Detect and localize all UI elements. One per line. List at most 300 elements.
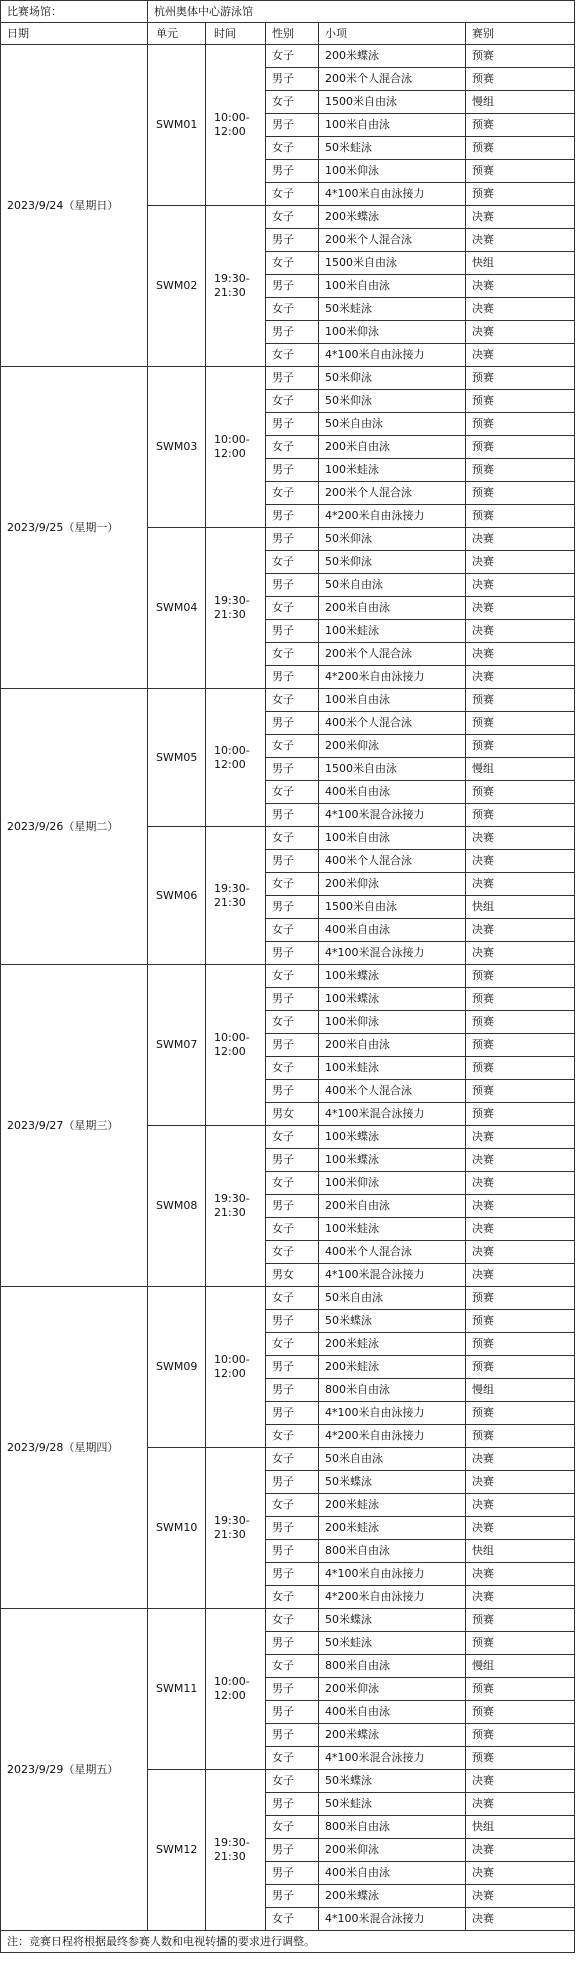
category-cell: 快组 [466,1540,575,1563]
category-cell: 决赛 [466,1839,575,1862]
event-cell: 200米仰泳 [319,735,466,758]
category-cell: 预赛 [466,1034,575,1057]
category-cell: 决赛 [466,1770,575,1793]
header-time: 时间 [206,23,266,45]
event-cell: 100米蛙泳 [319,620,466,643]
time-cell [206,827,266,965]
gender-cell: 女子 [266,1816,319,1839]
category-cell: 预赛 [466,1356,575,1379]
time-end: 21:30 [214,1206,246,1219]
time-end: 12:00 [214,1689,246,1702]
unit-cell: SWM01 [148,45,206,206]
event-cell: 4*100米自由泳接力 [319,1563,466,1586]
event-cell: 4*200米自由泳接力 [319,505,466,528]
time-end: 21:30 [214,1528,246,1541]
unit-cell: SWM05 [148,689,206,827]
event-cell: 4*100米自由泳接力 [319,183,466,206]
time-end: 12:00 [214,447,246,460]
time-start: 19:30- [214,1514,250,1527]
event-cell: 400米个人混合泳 [319,1080,466,1103]
event-cell: 400米个人混合泳 [319,850,466,873]
event-cell: 100米蛙泳 [319,459,466,482]
event-cell: 50米蛙泳 [319,1793,466,1816]
unit-cell: SWM11 [148,1609,206,1770]
gender-cell: 女子 [266,827,319,850]
date-cell: 2023/9/29（星期五） [1,1609,148,1931]
event-cell: 400米自由泳 [319,919,466,942]
gender-cell: 男子 [266,574,319,597]
gender-cell: 女子 [266,551,319,574]
category-cell: 决赛 [466,942,575,965]
event-cell: 200米蛙泳 [319,1356,466,1379]
gender-cell: 男子 [266,1195,319,1218]
event-cell: 1500米自由泳 [319,91,466,114]
time-start: 10:00- [214,743,250,757]
event-cell: 200米自由泳 [319,597,466,620]
time-cell [206,689,266,827]
category-cell: 决赛 [466,1862,575,1885]
gender-cell: 女子 [266,1333,319,1356]
category-cell: 决赛 [466,321,575,344]
gender-cell: 男子 [266,505,319,528]
event-cell: 400米自由泳 [319,1701,466,1724]
category-cell: 决赛 [466,1908,575,1931]
gender-cell: 男子 [266,367,319,390]
event-cell: 100米自由泳 [319,114,466,137]
time-cell [206,965,266,1126]
gender-cell: 女子 [266,1126,319,1149]
category-cell: 预赛 [466,1701,575,1724]
event-cell: 200米蛙泳 [319,1333,466,1356]
time-cell [206,1770,266,1931]
category-cell: 快组 [466,896,575,919]
gender-cell: 女子 [266,482,319,505]
event-cell: 4*100米混合泳接力 [319,804,466,827]
header-event: 小项 [319,23,466,45]
category-cell: 决赛 [466,528,575,551]
gender-cell: 男子 [266,1793,319,1816]
event-cell: 800米自由泳 [319,1379,466,1402]
event-cell: 50米蛙泳 [319,1632,466,1655]
event-cell: 4*100米混合泳接力 [319,1908,466,1931]
event-cell: 800米自由泳 [319,1655,466,1678]
event-cell: 100米自由泳 [319,275,466,298]
event-cell: 200米蝶泳 [319,206,466,229]
event-cell: 100米蝶泳 [319,1149,466,1172]
category-cell: 决赛 [466,574,575,597]
gender-cell: 女子 [266,1011,319,1034]
header-category: 赛别 [466,23,575,45]
event-cell: 1500米自由泳 [319,896,466,919]
category-cell: 慢组 [466,1655,575,1678]
category-cell: 预赛 [466,1632,575,1655]
event-cell: 4*100米混合泳接力 [319,1264,466,1287]
event-cell: 100米仰泳 [319,160,466,183]
gender-cell: 女子 [266,643,319,666]
category-cell: 决赛 [466,1149,575,1172]
gender-cell: 男子 [266,1034,319,1057]
time-end: 21:30 [214,1850,246,1863]
gender-cell: 男子 [266,1632,319,1655]
gender-cell: 女子 [266,1172,319,1195]
event-cell: 50米自由泳 [319,1448,466,1471]
category-cell: 预赛 [466,988,575,1011]
time-start: 19:30- [214,272,250,285]
gender-cell: 女子 [266,1770,319,1793]
time-cell [206,45,266,206]
gender-cell: 男子 [266,1471,319,1494]
time-end: 21:30 [214,608,246,621]
event-cell: 200米蝶泳 [319,1724,466,1747]
date-cell: 2023/9/28（星期四） [1,1287,148,1609]
event-cell: 4*100米自由泳接力 [319,1402,466,1425]
time-start: 10:00- [214,1353,250,1366]
category-cell: 决赛 [466,1195,575,1218]
event-cell: 50米仰泳 [319,528,466,551]
category-cell: 预赛 [466,45,575,68]
category-cell: 决赛 [466,1793,575,1816]
unit-cell: SWM07 [148,965,206,1126]
gender-cell: 男子 [266,1701,319,1724]
category-cell: 预赛 [466,1310,575,1333]
event-cell: 200米仰泳 [319,873,466,896]
gender-cell: 女子 [266,344,319,367]
category-cell: 慢组 [466,1379,575,1402]
event-cell: 200米个人混合泳 [319,68,466,91]
time-start: 10:00- [214,433,250,446]
gender-cell: 女子 [266,965,319,988]
time-end: 21:30 [214,286,246,299]
category-cell: 预赛 [466,1057,575,1080]
gender-cell: 女子 [266,1448,319,1471]
gender-cell: 男子 [266,321,319,344]
gender-cell: 女子 [266,689,319,712]
event-cell: 100米蝶泳 [319,965,466,988]
event-cell: 50米蝶泳 [319,1310,466,1333]
schedule-note: 注：竞赛日程将根据最终参赛人数和电视转播的要求进行调整。 [1,1931,575,1953]
gender-cell: 男子 [266,68,319,91]
gender-cell: 女子 [266,45,319,68]
event-cell: 200米自由泳 [319,436,466,459]
event-cell: 1500米自由泳 [319,758,466,781]
gender-cell: 男子 [266,1885,319,1908]
venue-row [1,1,575,23]
gender-cell: 女子 [266,1218,319,1241]
category-cell: 预赛 [466,1402,575,1425]
gender-cell: 男子 [266,1356,319,1379]
table-row [1,965,575,988]
event-cell: 100米仰泳 [319,1172,466,1195]
category-cell: 预赛 [466,1011,575,1034]
gender-cell: 男子 [266,1540,319,1563]
unit-cell: SWM08 [148,1126,206,1287]
event-cell: 50米蝶泳 [319,1770,466,1793]
event-cell: 50米自由泳 [319,1287,466,1310]
event-cell: 200米蝶泳 [319,1885,466,1908]
category-cell: 预赛 [466,1333,575,1356]
unit-cell: SWM03 [148,367,206,528]
event-cell: 400米个人混合泳 [319,1241,466,1264]
gender-cell: 女子 [266,1241,319,1264]
gender-cell: 男子 [266,229,319,252]
category-cell: 预赛 [466,390,575,413]
column-header-row [1,23,575,45]
event-cell: 200米个人混合泳 [319,482,466,505]
event-cell: 50米仰泳 [319,367,466,390]
event-cell: 4*100米自由泳接力 [319,344,466,367]
event-cell: 50米自由泳 [319,413,466,436]
table-row [1,1287,575,1310]
category-cell: 预赛 [466,482,575,505]
category-cell: 预赛 [466,505,575,528]
event-cell: 100米自由泳 [319,689,466,712]
gender-cell: 男子 [266,896,319,919]
event-cell: 50米蛙泳 [319,298,466,321]
time-start: 19:30- [214,594,250,607]
time-start: 19:30- [214,1836,250,1849]
time-cell [206,1448,266,1609]
category-cell: 决赛 [466,275,575,298]
category-cell: 决赛 [466,1218,575,1241]
category-cell: 预赛 [466,413,575,436]
gender-cell: 男子 [266,459,319,482]
category-cell: 快组 [466,1816,575,1839]
unit-cell: SWM09 [148,1287,206,1448]
gender-cell: 男子 [266,988,319,1011]
event-cell: 100米仰泳 [319,321,466,344]
category-cell: 决赛 [466,1172,575,1195]
time-start: 19:30- [214,881,250,895]
category-cell: 预赛 [466,183,575,206]
gender-cell: 男子 [266,758,319,781]
date-cell: 2023/9/27（星期三） [1,965,148,1287]
category-cell: 预赛 [466,1747,575,1770]
gender-cell: 女子 [266,206,319,229]
event-cell: 50米自由泳 [319,574,466,597]
category-cell: 预赛 [466,1678,575,1701]
category-cell: 预赛 [466,1724,575,1747]
category-cell: 决赛 [466,873,575,896]
event-cell: 1500米自由泳 [319,252,466,275]
time-start: 10:00- [214,1675,250,1688]
category-cell: 预赛 [466,436,575,459]
category-cell: 决赛 [466,1241,575,1264]
gender-cell: 女子 [266,735,319,758]
header-gender: 性别 [266,23,319,45]
event-cell: 4*200米自由泳接力 [319,1425,466,1448]
time-end: 12:00 [214,1367,246,1380]
header-date: 日期 [1,23,148,45]
table-row [1,45,575,68]
event-cell: 200米个人混合泳 [319,643,466,666]
gender-cell: 男子 [266,275,319,298]
gender-cell: 女子 [266,1425,319,1448]
category-cell: 预赛 [466,367,575,390]
date-cell: 2023/9/25（星期一） [1,367,148,689]
gender-cell: 男子 [266,1379,319,1402]
table-row [1,689,575,712]
gender-cell: 女子 [266,1494,319,1517]
category-cell: 决赛 [466,206,575,229]
event-cell: 4*200米自由泳接力 [319,666,466,689]
category-cell: 决赛 [466,1448,575,1471]
gender-cell: 男子 [266,528,319,551]
gender-cell: 女子 [266,1586,319,1609]
unit-cell: SWM10 [148,1448,206,1609]
time-end: 12:00 [214,125,246,138]
category-cell: 决赛 [466,344,575,367]
gender-cell: 男子 [266,413,319,436]
category-cell: 预赛 [466,1080,575,1103]
unit-cell: SWM04 [148,528,206,689]
gender-cell: 男子 [266,160,319,183]
gender-cell: 男子 [266,1149,319,1172]
category-cell: 决赛 [466,666,575,689]
unit-cell: SWM12 [148,1770,206,1931]
event-cell: 100米蝶泳 [319,1126,466,1149]
venue-name: 杭州奥体中心游泳馆 [148,1,575,23]
note-row [1,1931,575,1953]
gender-cell: 男子 [266,804,319,827]
gender-cell: 男子 [266,1310,319,1333]
category-cell: 预赛 [466,68,575,91]
venue-label: 比赛场馆： [1,1,148,23]
gender-cell: 男女 [266,1103,319,1126]
event-cell: 4*100米混合泳接力 [319,1103,466,1126]
category-cell: 决赛 [466,1126,575,1149]
gender-cell: 女子 [266,91,319,114]
gender-cell: 女子 [266,1747,319,1770]
gender-cell: 女子 [266,1609,319,1632]
time-cell [206,206,266,367]
gender-cell: 女子 [266,597,319,620]
category-cell: 预赛 [466,965,575,988]
time-cell [206,1287,266,1448]
gender-cell: 男子 [266,1517,319,1540]
event-cell: 800米自由泳 [319,1816,466,1839]
gender-cell: 男子 [266,712,319,735]
event-cell: 200米蝶泳 [319,45,466,68]
header-unit: 单元 [148,23,206,45]
category-cell: 决赛 [466,551,575,574]
gender-cell: 男子 [266,1678,319,1701]
gender-cell: 男子 [266,114,319,137]
category-cell: 决赛 [466,1885,575,1908]
category-cell: 决赛 [466,643,575,666]
gender-cell: 女子 [266,1655,319,1678]
gender-cell: 女子 [266,252,319,275]
gender-cell: 女子 [266,1908,319,1931]
category-cell: 决赛 [466,919,575,942]
gender-cell: 男子 [266,1862,319,1885]
event-cell: 200米自由泳 [319,1195,466,1218]
category-cell: 预赛 [466,1609,575,1632]
gender-cell: 女子 [266,436,319,459]
event-cell: 50米仰泳 [319,551,466,574]
category-cell: 慢组 [466,91,575,114]
event-cell: 400米自由泳 [319,1862,466,1885]
unit-cell: SWM06 [148,827,206,965]
gender-cell: 女子 [266,137,319,160]
event-cell: 100米蛙泳 [319,1218,466,1241]
gender-cell: 男子 [266,620,319,643]
category-cell: 决赛 [466,1563,575,1586]
category-cell: 预赛 [466,1103,575,1126]
time-end: 21:30 [214,895,246,909]
category-cell: 预赛 [466,804,575,827]
gender-cell: 女子 [266,1287,319,1310]
category-cell: 预赛 [466,114,575,137]
gender-cell: 女子 [266,873,319,896]
event-cell: 4*200米自由泳接力 [319,1586,466,1609]
gender-cell: 男子 [266,1402,319,1425]
table-row [1,1609,575,1632]
gender-cell: 女子 [266,298,319,321]
event-cell: 200米仰泳 [319,1678,466,1701]
event-cell: 200米个人混合泳 [319,229,466,252]
gender-cell: 男子 [266,1563,319,1586]
gender-cell: 女子 [266,781,319,804]
time-cell [206,528,266,689]
gender-cell: 女子 [266,919,319,942]
time-cell [206,1126,266,1287]
category-cell: 预赛 [466,160,575,183]
table-row [1,367,575,390]
category-cell: 慢组 [466,758,575,781]
date-cell: 2023/9/26（星期二） [1,689,148,965]
gender-cell: 男子 [266,850,319,873]
event-cell: 100米自由泳 [319,827,466,850]
event-cell: 4*100米混合泳接力 [319,942,466,965]
time-start: 19:30- [214,1192,250,1205]
event-cell: 400米个人混合泳 [319,712,466,735]
category-cell: 预赛 [466,1425,575,1448]
time-start: 10:00- [214,1031,250,1044]
event-cell: 400米自由泳 [319,781,466,804]
category-cell: 决赛 [466,827,575,850]
event-cell: 100米蛙泳 [319,1057,466,1080]
category-cell: 决赛 [466,620,575,643]
gender-cell: 男子 [266,1839,319,1862]
category-cell: 决赛 [466,597,575,620]
gender-cell: 女子 [266,183,319,206]
category-cell: 决赛 [466,1517,575,1540]
category-cell: 决赛 [466,298,575,321]
category-cell: 决赛 [466,1471,575,1494]
time-cell [206,1609,266,1770]
category-cell: 预赛 [466,781,575,804]
event-cell: 4*100米混合泳接力 [319,1747,466,1770]
time-end: 12:00 [214,1045,246,1058]
gender-cell: 女子 [266,390,319,413]
time-start: 10:00- [214,111,250,124]
category-cell: 预赛 [466,1287,575,1310]
gender-cell: 女子 [266,1057,319,1080]
category-cell: 预赛 [466,712,575,735]
schedule-body [1,1,575,1953]
event-cell: 50米仰泳 [319,390,466,413]
date-cell: 2023/9/24（星期日） [1,45,148,367]
gender-cell: 男子 [266,666,319,689]
category-cell: 预赛 [466,137,575,160]
event-cell: 50米蝶泳 [319,1471,466,1494]
category-cell: 决赛 [466,229,575,252]
unit-cell: SWM02 [148,206,206,367]
event-cell: 100米仰泳 [319,1011,466,1034]
category-cell: 预赛 [466,459,575,482]
category-cell: 决赛 [466,1494,575,1517]
category-cell: 快组 [466,252,575,275]
